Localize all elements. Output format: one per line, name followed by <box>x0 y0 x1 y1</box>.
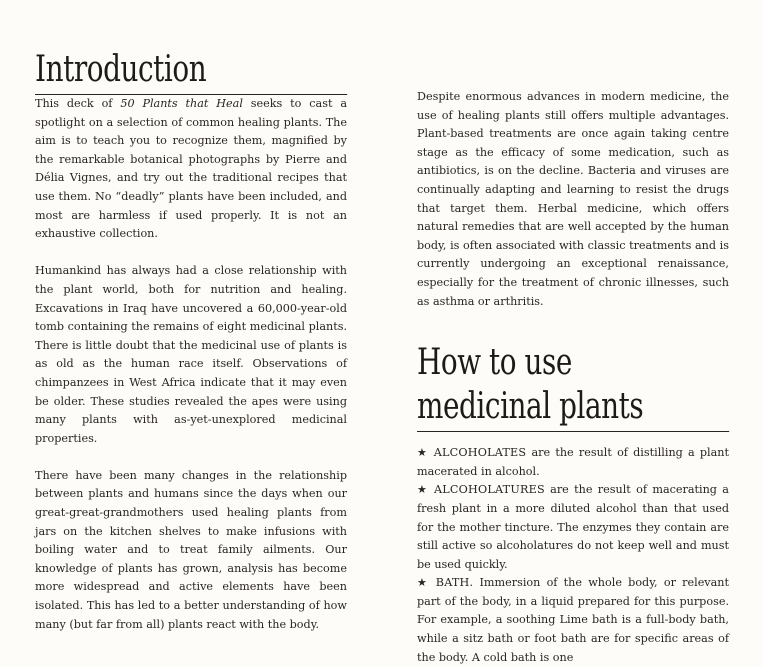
how-to-use-heading-line-2: medicinal plants <box>417 386 644 428</box>
definition-term: ALCOHOLATURES <box>434 483 545 497</box>
star-icon: ★ <box>417 483 429 497</box>
definition-term: BATH. <box>435 576 474 590</box>
intro-p1-prefix: This deck of <box>35 97 121 110</box>
introduction-heading: Introduction <box>35 50 347 95</box>
intro-paragraph-3: There have been many changes in the relationship between plants and humans since the days when our great-great-grandmothers used healing plants from jars on the kitchen shelves to make infusions with boiling water and to treat family ailments. Our knowledge of plants has grown, analysis has become more widespread and active elements have been isolated. This has led to a better understanding of how many (but far from all) plants react with the body. <box>35 468 347 631</box>
intro-p1-rest: seeks to cast a spotlight on a selection of common healing plants. The aim is to teach you to recognize them, magnified by the remarkable botanical photographs by Pierre and Délia Vignes, and try out the traditional recipes that use them. No “deadly” plants have been included, and most are harmless if used properly. It is not an exhaustive collection. <box>35 97 347 241</box>
definition-text: Immersion of the whole body, or relevant part of the body, in a liquid prepared for this purpose. For example, a soothing Lime bath is a full-body bath, while a sitz bath or foot bath are for specific areas of the body. A cold bath is one <box>417 576 730 664</box>
definition-item <box>417 444 729 481</box>
how-to-use-heading-line-1: How to use <box>417 342 572 384</box>
definition-term: ALCOHOLATES <box>433 446 527 460</box>
advantages-paragraph: Despite enormous advances in modern medicine, the use of healing plants still offers multiple advantages. Plant-based treatments are once again taking centre stage as the efficacy of some medication, such as antibiotics, is on the decline. Bacteria and viruses are continually adapting and learning to resist the drugs that target them. Herbal medicine, which offers natural remedies that are well accepted by the human body, is often associated with classic treatments and is currently undergoing an exceptional renaissance, especially for the treatment of chronic illnesses, such as asthma or arthritis. <box>417 90 729 308</box>
star-icon: ★ <box>417 446 429 460</box>
deck-title: 50 Plants that Heal <box>120 97 243 110</box>
definitions-list <box>417 444 729 667</box>
intro-paragraph-2: Humankind has always had a close relationship with the plant world, both for nutrition and healing. Excavations in Iraq have uncovered a 60,000-year-old tomb containing the remains of eight medicinal plants. There is little doubt that the medicinal use of plants is as old as the human race itself. Observations of chimpanzees in West Africa indicate that it may even be older. These studies revealed the apes were using many plants with as-yet-unexplored medicinal properties. <box>35 264 347 445</box>
star-icon: ★ <box>417 576 430 590</box>
definition-text: are the result of macerating a fresh plant in a more diluted alcohol than that used for the mother tincture. The enzymes they contain are still active so alcoholatures do not keep well and must be used quickly. <box>417 483 729 571</box>
definition-item <box>417 574 729 667</box>
definition-text: are the result of distilling a plant macerated in alcohol. <box>417 446 729 478</box>
right-page <box>417 88 729 667</box>
how-to-use-heading <box>417 341 729 432</box>
definition-item <box>417 481 729 574</box>
left-page <box>35 50 347 634</box>
intro-paragraph-1 <box>35 95 347 244</box>
